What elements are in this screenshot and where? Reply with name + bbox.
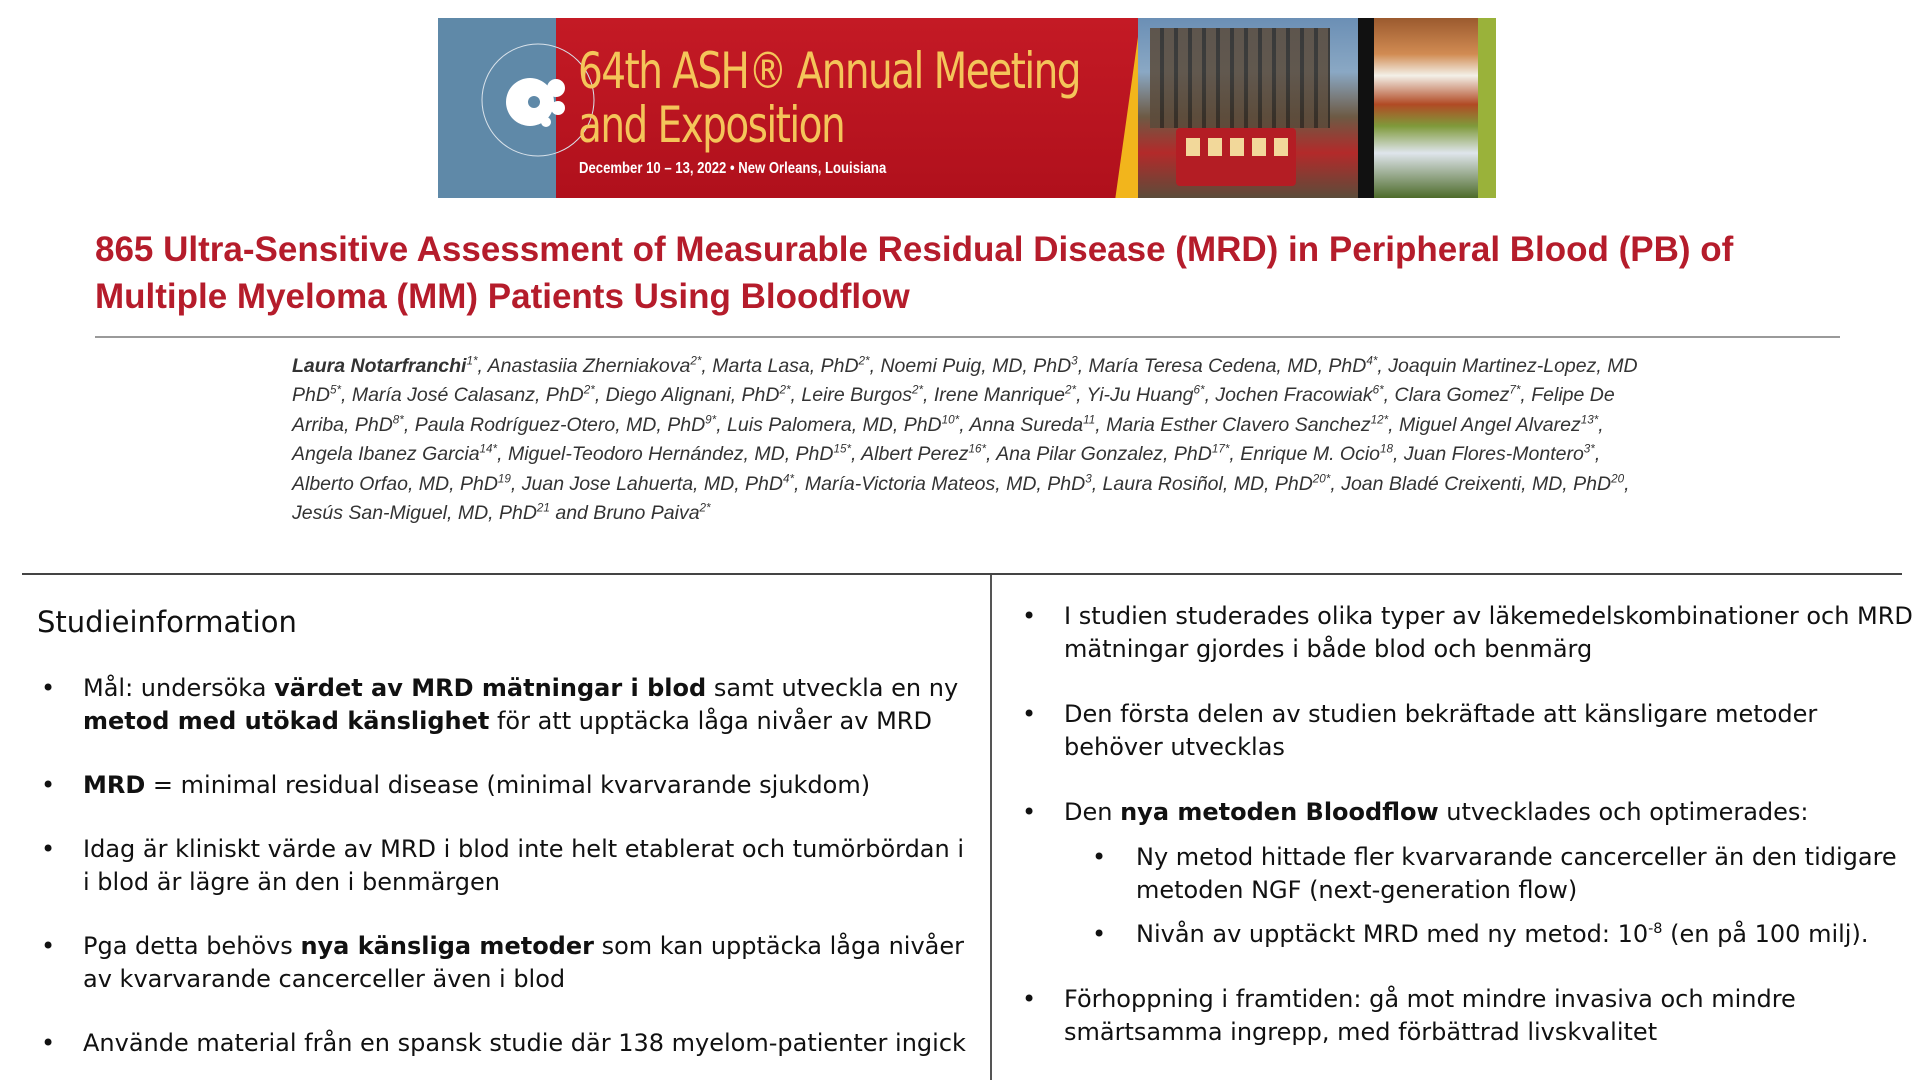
author-affiliation: 9* xyxy=(705,413,717,427)
author-name: , Ana Pilar Gonzalez, PhD xyxy=(986,443,1212,466)
author-affiliation: 3 xyxy=(1071,354,1078,368)
author-name: , Maria Esther Clavero Sanchez xyxy=(1095,413,1371,436)
author-name: , Yi-Ju Huang xyxy=(1076,384,1194,407)
author-affiliation: 2* xyxy=(858,354,870,368)
author-affiliation: 6* xyxy=(1193,383,1205,397)
author-name: , Enrique M. Ocio xyxy=(1229,443,1381,466)
author-affiliation: 2* xyxy=(1065,383,1077,397)
author-name: , Juan Flores-Montero xyxy=(1393,443,1584,466)
author-affiliation: 7* xyxy=(1509,383,1521,397)
author-name: , Paula Rodríguez-Otero, MD, PhD xyxy=(403,413,706,436)
author-affiliation: 2* xyxy=(779,383,791,397)
author-name: , Miguel Angel Alvarez xyxy=(1388,413,1581,436)
author-name: , Jesús San-Miguel, MD, PhD xyxy=(292,472,1630,525)
author-affiliation: 12* xyxy=(1370,413,1389,427)
list-item-clinical-value: • Idag är kliniskt värde av MRD i blod inte helt etablerat och tumörbördan i i blod är lägre än den i benmärgen xyxy=(37,833,977,899)
author-name: , Felipe De Arriba, PhD xyxy=(292,384,1615,436)
list-item-future: • Förhoppning i framtiden: gå mot mindre invasiva och mindre smärtsamma ingrepp, med förbättrad livskvalitet xyxy=(1018,983,1918,1049)
sublist-item-ngf: • Ny metod hittade fler kvarvarande cancerceller än den tidigare metoden NGF (next-generation flow) xyxy=(1064,841,1918,907)
balcony-building xyxy=(1150,28,1330,128)
sublist-item-sensitivity: • Nivån av upptäckt MRD med ny metod: $10^{-8}$ (en på 100 milj). xyxy=(1064,918,1918,951)
banner-title-line1: 64th ASH® Annual Meeting xyxy=(578,42,1080,100)
author-name: , María Teresa Cedena, MD, PhD xyxy=(1077,355,1367,377)
list-item-bloodflow: • Den nya metoden Bloodflow utvecklades och optimerades: • Ny metod hittade fler kvarvarande cancerceller än den tidigare metoden NGF (next-generation flow) • Nivån av upptäckt MRD med ny metod: $10^{-8}$ (en på 100 milj). xyxy=(1018,796,1918,951)
author-name: , Anna Sureda xyxy=(959,413,1084,436)
banner-title-line2: and Exposition xyxy=(578,96,845,154)
title-divider xyxy=(95,336,1840,338)
author-name: , Jochen Fracowiak xyxy=(1204,384,1373,407)
author-list xyxy=(292,352,1662,528)
results-list xyxy=(1018,600,1918,1049)
red-streetcar xyxy=(1176,128,1296,186)
author-name: , Clara Gomez xyxy=(1383,384,1510,407)
author-name: , Laura Rosiñol, MD, PhD xyxy=(1091,472,1313,495)
list-item-aim: • Mål: undersöka värdet av MRD mätningar i blod samt utveckla en ny metod med utökad känslighet för att upptäcka låga nivåer av MRD xyxy=(37,672,977,738)
results-column xyxy=(1018,600,1918,1080)
author-affiliation: 10* xyxy=(941,413,960,427)
bloodflow-sublist xyxy=(1064,841,1918,951)
author-affiliation: 19 xyxy=(497,472,511,486)
author-name: , Anastasiia Zherniakova xyxy=(477,355,691,377)
author-affiliation: 14* xyxy=(479,442,498,456)
author-affiliation: 16* xyxy=(968,442,987,456)
author-name: , Diego Alignani, PhD xyxy=(594,384,780,407)
author-affiliation: 3 xyxy=(1085,472,1092,486)
study-info-list xyxy=(37,672,977,1060)
author-name: , Joaquin Martinez-Lopez, MD PhD xyxy=(292,355,1638,407)
author-affiliation: 18 xyxy=(1380,442,1394,456)
author-name: , Juan Jose Lahuerta, MD, PhD xyxy=(510,472,783,495)
lead-author: Laura Notarfranchi xyxy=(292,355,467,377)
author-name: , Luis Palomera, MD, PhD xyxy=(716,413,942,436)
author-affiliation: 2* xyxy=(699,501,711,515)
author-affiliation: 20* xyxy=(1312,472,1331,486)
abstract-title: 865 Ultra-Sensitive Assessment of Measurable Residual Disease (MRD) in Peripheral Blood (PB) of Multiple Myeloma (MM) Patients Using Bloodflow xyxy=(95,230,1734,316)
author-name: , Angela Ibanez Garcia xyxy=(292,413,1604,466)
author-name: , Albert Perez xyxy=(851,443,969,466)
author-name: , Irene Manrique xyxy=(923,384,1066,407)
author-name: , Noemi Puig, MD, PhD xyxy=(869,355,1072,377)
author-affiliation: 17* xyxy=(1211,442,1230,456)
lead-author-affiliation: 1* xyxy=(466,354,478,368)
author-name: and Bruno Paiva xyxy=(549,502,700,525)
author-affiliation: 2* xyxy=(911,383,924,397)
author-affiliation: 4* xyxy=(1366,354,1378,368)
author-affiliation: 8* xyxy=(392,413,404,427)
section-heading: Studieinformation xyxy=(37,605,297,639)
author-affiliation: 2* xyxy=(690,354,702,368)
list-item-first-part: • Den första delen av studien bekräftade att känsligare metoder behöver utvecklas xyxy=(1018,698,1918,764)
author-name: , Joan Bladé Creixenti, MD, PhD xyxy=(1330,472,1612,495)
list-item-mrd-definition: • MRD = minimal residual disease (minimal kvarvarande sjukdom) xyxy=(37,769,977,802)
study-info-column xyxy=(37,602,977,1080)
section-divider-vertical xyxy=(990,575,992,1080)
author-affiliation: 11 xyxy=(1083,413,1096,427)
author-affiliation: 4* xyxy=(782,472,795,486)
author-name: , Miguel-Teodoro Hernández, MD, PhD xyxy=(497,443,834,466)
author-affiliation: 21 xyxy=(536,501,550,515)
co-authors xyxy=(292,355,1638,524)
author-name: , Leire Burgos xyxy=(790,384,912,407)
author-affiliation: 5* xyxy=(329,383,341,397)
author-name: , María-Victoria Mateos, MD, PhD xyxy=(794,472,1086,495)
list-item-need: • Pga detta behövs nya känsliga metoder som kan upptäcka låga nivåer av kvarvarande cancerceller även i blod xyxy=(37,930,977,996)
list-item-drug-combinations: • I studien studerades olika typer av läkemedelskombinationer och MRD mätningar gjordes i både blod och benmärg xyxy=(1018,600,1918,666)
author-affiliation: 20 xyxy=(1611,472,1625,486)
author-affiliation: 2* xyxy=(583,383,595,397)
author-affiliation: 13* xyxy=(1580,413,1599,427)
banner-date-location: December 10 – 13, 2022 • New Orleans, Louisiana xyxy=(579,160,887,177)
author-affiliation: 6* xyxy=(1372,383,1384,397)
new-orleans-street-photo xyxy=(1138,18,1358,198)
meeting-banner xyxy=(438,18,1496,198)
author-affiliation: 15* xyxy=(833,442,852,456)
author-name: , Alberto Orfao, MD, PhD xyxy=(292,443,1601,495)
author-affiliation: 3* xyxy=(1583,442,1595,456)
section-divider-horizontal xyxy=(22,573,1902,575)
author-name: , María José Calasanz, PhD xyxy=(341,384,584,407)
banner-black-bar xyxy=(1358,18,1374,198)
banner-green-bar xyxy=(1478,18,1496,198)
list-item-material: • Använde material från en spansk studie där 138 myelom-patienter ingick xyxy=(37,1027,977,1060)
author-name: , Marta Lasa, PhD xyxy=(701,355,859,377)
